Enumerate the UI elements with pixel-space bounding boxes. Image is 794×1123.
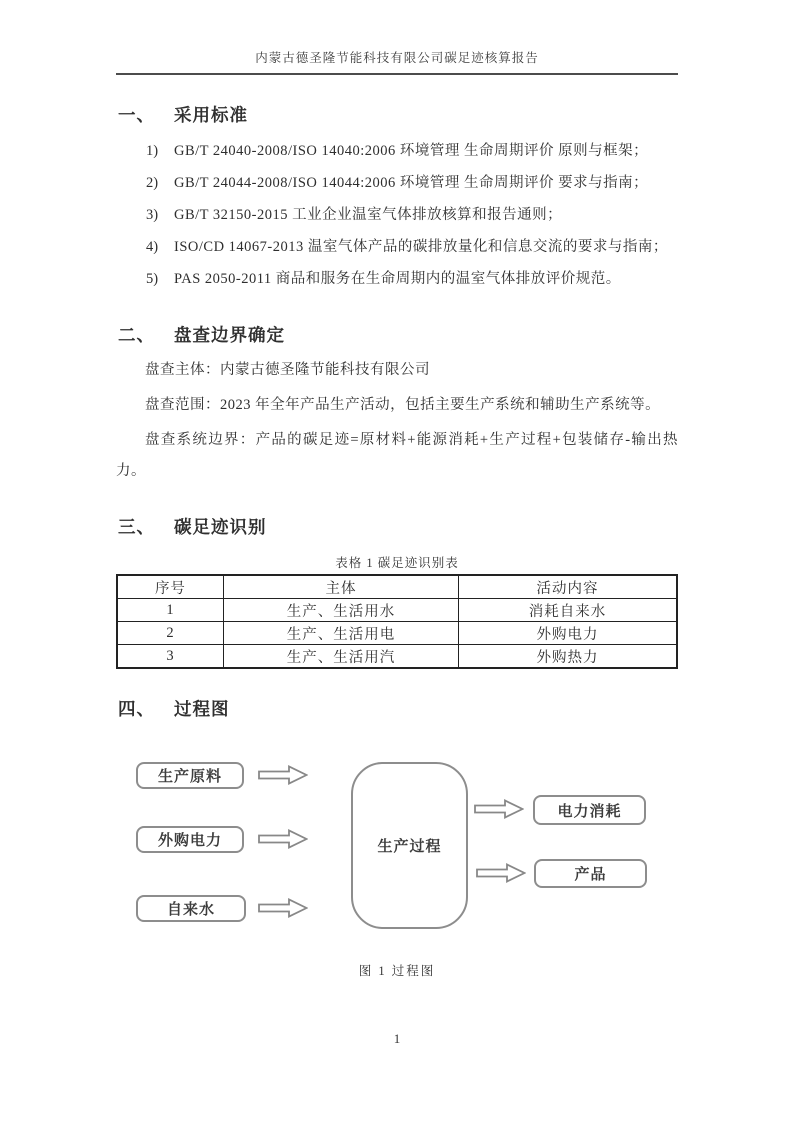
input-box-tap-water: 自来水	[136, 895, 246, 922]
standards-list	[146, 135, 678, 295]
section-2-heading	[118, 322, 678, 347]
list-item-number: 3)	[146, 207, 159, 223]
section-4-heading	[118, 696, 678, 721]
cell-no: 3	[117, 645, 223, 669]
section-3-title: 碳足迹识别	[174, 517, 267, 537]
paragraph-system-boundary: 盘查系统边界：产品的碳足迹=原材料+能源消耗+生产过程+包装储存-输出热力。	[116, 432, 678, 479]
section-1-heading	[118, 102, 678, 127]
table-row	[117, 622, 677, 645]
figure-caption: 图 1 过程图	[358, 964, 436, 978]
table-row	[117, 599, 677, 622]
paragraph-inventory-scope: 盘查范围：2023 年全年产品生产活动，包括主要生产系统和辅助生产系统等。	[145, 397, 661, 413]
cell-subject: 生产、生活用电	[223, 622, 458, 645]
list-item	[146, 263, 678, 295]
list-item-text: GB/T 24044-2008/ISO 14044:2006 环境管理 生命周期评价 要求与指南；	[174, 175, 649, 191]
flow-arrow-icon	[258, 898, 308, 918]
list-item	[146, 135, 678, 167]
section-3-number: 三、	[118, 517, 155, 537]
list-item-number: 5)	[146, 271, 159, 287]
list-item-text: ISO/CD 14067-2013 温室气体产品的碳排放量化和信息交流的要求与指南；	[174, 239, 668, 255]
list-item	[146, 199, 678, 231]
list-item-number: 4)	[146, 239, 159, 255]
table-caption: 表格 1 碳足迹识别表	[335, 556, 459, 570]
document-header: 内蒙古德圣隆节能科技有限公司碳足迹核算报告	[116, 0, 678, 75]
flow-arrow-icon	[476, 863, 526, 883]
section-1-number: 一、	[118, 105, 155, 125]
list-item-text: GB/T 32150-2015 工业企业温室气体排放核算和报告通则；	[174, 207, 563, 223]
list-item	[146, 167, 678, 199]
section-2-title: 盘查边界确定	[174, 325, 285, 345]
list-item-text: PAS 2050-2011 商品和服务在生命周期内的温室气体排放评价规范。	[174, 271, 621, 287]
cell-activity: 消耗自来水	[459, 599, 677, 622]
list-item-number: 1)	[146, 143, 159, 159]
table-row	[117, 645, 677, 669]
cell-subject: 生产、生活用汽	[223, 645, 458, 669]
process-box-production: 生产过程	[351, 762, 468, 929]
process-flow-diagram	[116, 749, 678, 945]
flow-arrow-icon	[258, 765, 308, 785]
cell-subject: 生产、生活用水	[223, 599, 458, 622]
page-number: 1	[393, 1031, 401, 1046]
input-box-purchased-electricity: 外购电力	[136, 826, 244, 853]
cell-no: 1	[117, 599, 223, 622]
cell-activity: 外购热力	[459, 645, 677, 669]
output-box-electricity-consumption: 电力消耗	[533, 795, 646, 825]
table-header-row	[117, 575, 677, 599]
cell-no: 2	[117, 622, 223, 645]
cell-activity: 外购电力	[459, 622, 677, 645]
section-1-title: 采用标准	[174, 105, 248, 125]
list-item-number: 2)	[146, 175, 159, 191]
list-item-text: GB/T 24040-2008/ISO 14040:2006 环境管理 生命周期评价 原则与框架；	[174, 143, 649, 159]
output-box-product: 产品	[534, 859, 647, 888]
section-3-heading	[118, 514, 678, 539]
paragraph-inventory-subject: 盘查主体：内蒙古德圣隆节能科技有限公司	[145, 362, 430, 378]
section-4-title: 过程图	[174, 699, 230, 719]
list-item	[146, 231, 678, 263]
input-box-raw-materials: 生产原料	[136, 762, 244, 789]
flow-arrow-icon	[474, 799, 524, 819]
section-4-number: 四、	[118, 699, 155, 719]
column-header-activity: 活动内容	[459, 575, 677, 599]
column-header-no: 序号	[117, 575, 223, 599]
carbon-footprint-table	[116, 574, 678, 669]
section-2-number: 二、	[118, 325, 155, 345]
flow-arrow-icon	[258, 829, 308, 849]
column-header-subject: 主体	[223, 575, 458, 599]
